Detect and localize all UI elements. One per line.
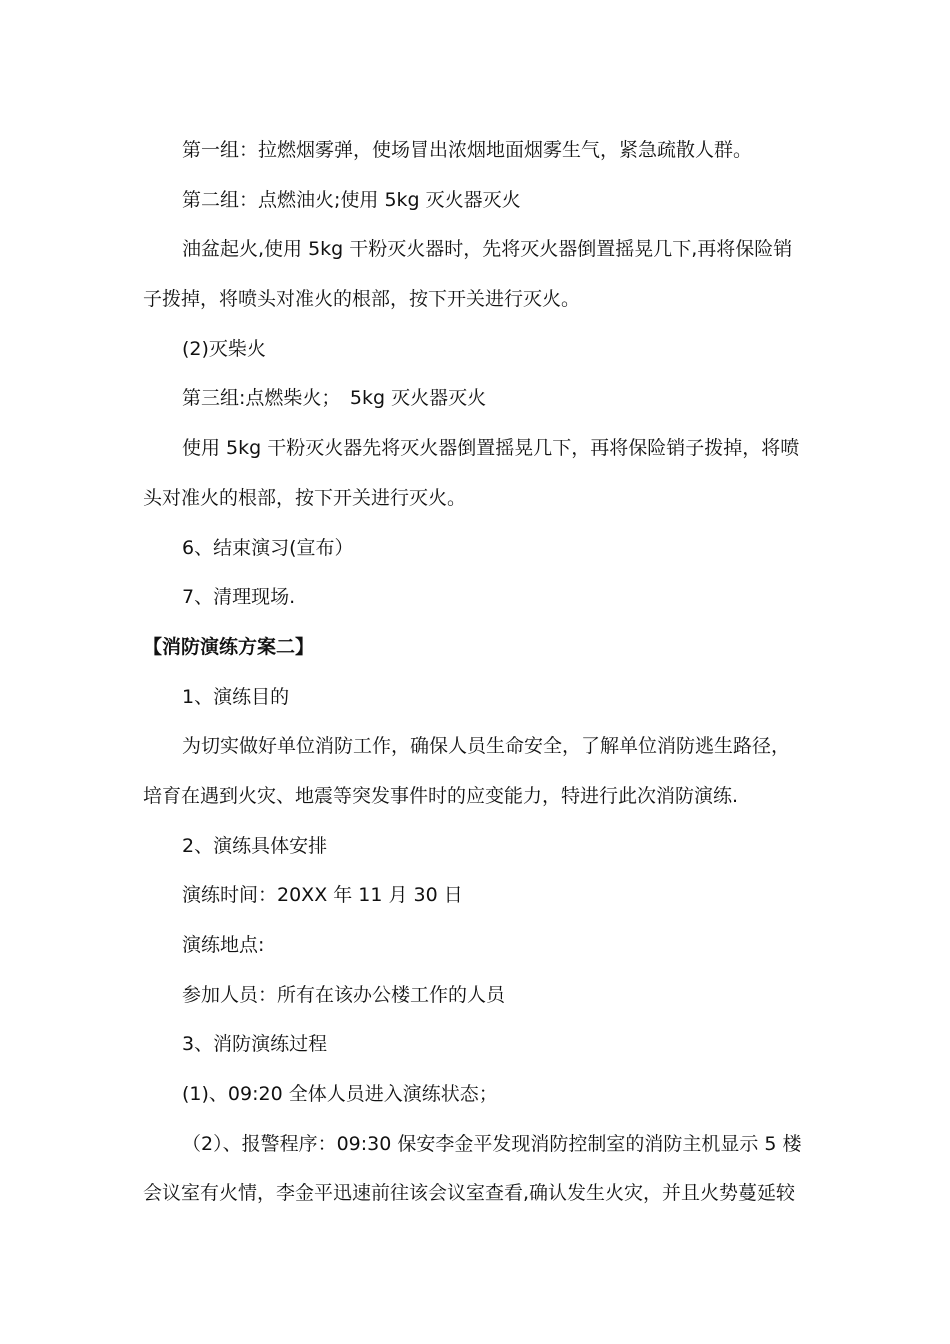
paragraph-line: 演练时间：20XX 年 11 月 30 日 (182, 884, 463, 907)
paragraph-line: 培育在遇到火灾、地震等突发事件时的应变能力，特进行此次消防演练. (143, 784, 739, 807)
paragraph-line: (1)、09:20 全体人员进入演练状态； (182, 1083, 498, 1106)
paragraph-line: (2)灭柴火 (182, 337, 266, 360)
paragraph-line: 第二组：点燃油火;使用 5kg 灭火器灭火 (182, 188, 521, 211)
paragraph-line: 6、结束演习(宣布） (182, 536, 354, 559)
paragraph-line: 演练地点: (182, 934, 265, 956)
paragraph-line: 2、演练具体安排 (182, 834, 328, 857)
paragraph-line: 1、演练目的 (182, 685, 290, 708)
paragraph-line: 使用 5kg 干粉灭火器先将灭火器倒置摇晃几下，再将保险销子拨掉，将喷 (182, 437, 800, 460)
paragraph-line: （2）、报警程序：09:30 保安李金平发现消防控制室的消防主机显示 5 楼 (182, 1132, 802, 1155)
paragraph-line: 参加人员：所有在该办公楼工作的人员 (182, 983, 506, 1006)
document-body (143, 130, 813, 1223)
section-heading: 【消防演练方案二】 (143, 635, 315, 658)
paragraph-line: 第一组：拉燃烟雾弹，使场冒出浓烟地面烟雾生气，紧急疏散人群。 (182, 139, 753, 161)
paragraph-line: 3、消防演练过程 (182, 1033, 328, 1056)
paragraph-line: 7、清理现场. (182, 586, 296, 609)
paragraph-line: 油盆起火,使用 5kg 干粉灭火器时，先将灭火器倒置摇晃几下,再将保险销 (182, 238, 793, 261)
paragraph-line: 子拨掉，将喷头对准火的根部，按下开关进行灭火。 (143, 288, 581, 311)
paragraph-line: 为切实做好单位消防工作，确保人员生命安全，了解单位消防逃生路径， (182, 735, 791, 758)
paragraph-line: 会议室有火情，李金平迅速前往该会议室查看,确认发生火灾，并且火势蔓延较 (143, 1182, 796, 1205)
paragraph-line: 头对准火的根部，按下开关进行灭火。 (143, 486, 467, 509)
paragraph-line: 第三组:点燃柴火； 5kg 灭火器灭火 (182, 387, 487, 410)
